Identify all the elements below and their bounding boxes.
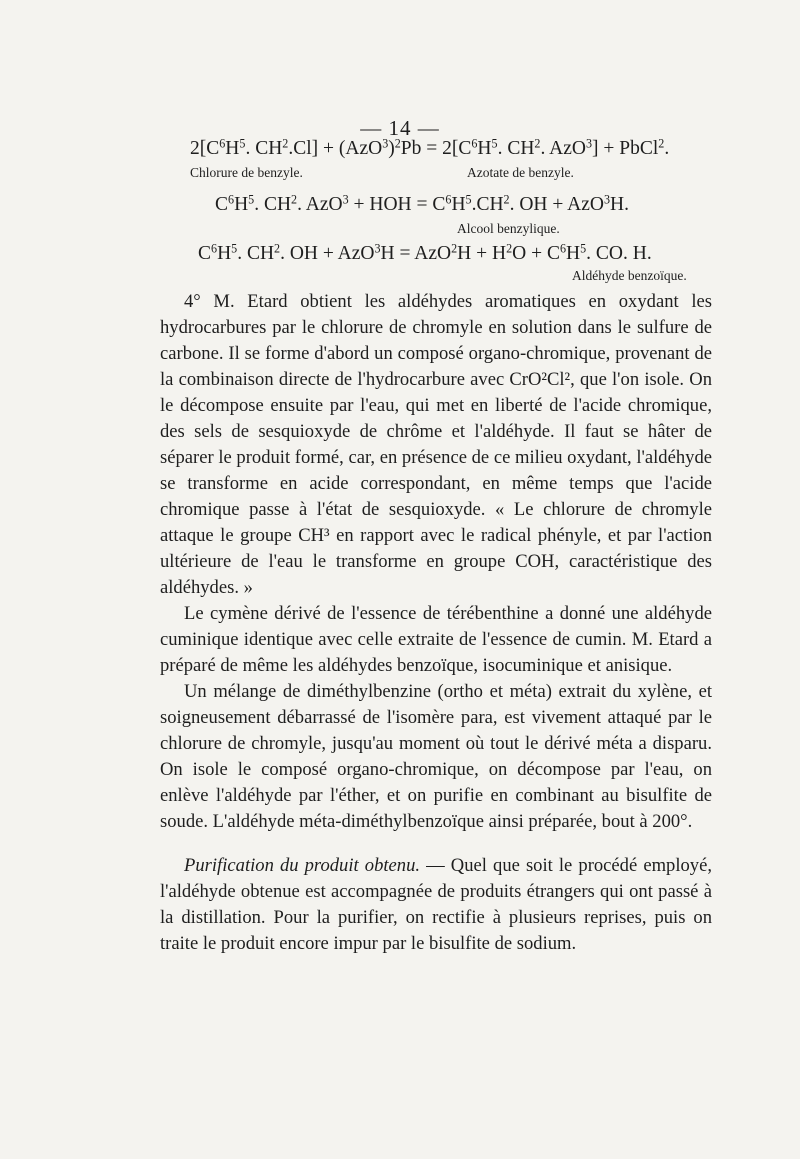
caption-aldehyde-benzoique: Aldéhyde benzoïque.: [572, 268, 687, 283]
paragraph-purification: [160, 853, 712, 957]
page-number: — 14 —: [360, 116, 440, 140]
equation-3: $C^6H^5$. $CH^2$. OH + $AzO^3H = AzO^2H + H^2O + C^6H^5$. CO. H.: [198, 241, 652, 264]
caption-alcool-benzylique: Alcool benzylique.: [457, 221, 560, 236]
paragraph-etard-method: 4° M. Etard obtient les aldéhydes aromatiques en oxydant les hydrocarbures par le chlorure de chromyle en solution dans le sulfure de carbone. Il se forme d'abord un composé organo-chromique, provenant de la combinaison directe de l'hydrocarbure avec CrO²Cl², que l'on isole. On le décompose ensuite par l'eau, qui met en liberté de l'acide chromique, des sels de sesquioxyde de chrôme et l'aldéhyde. Il faut se hâter de séparer le produit formé, car, en présence de ce milieu oxydant, l'aldéhyde se transforme en acide correspondant, en même temps que l'acide chromique passe à l'état de sesquioxyde. « Le chlorure de chromyle attaque le groupe CH³ en rapport avec le radical phényle, et par l'action ultérieure de l'eau le transforme en groupe COH, caractéristique des aldéhydes. »: [160, 291, 712, 598]
caption-azotate-benzyle: Azotate de benzyle.: [467, 165, 574, 180]
caption-chlorure-benzyle: Chlorure de benzyle.: [190, 165, 303, 180]
paragraph-dimethylbenzine: Un mélange de diméthylbenzine (ortho et méta) extrait du xylène, et soigneusement débarrassé de l'isomère para, est vivement attaqué par le chlorure de chromyle, jusqu'au moment où tout le dérivé méta a disparu. On isole le composé organo-chromique, on décompose par l'eau, on enlève l'aldéhyde par l'éther, et on purifie en combinant au bisulfite de soude. L'aldéhyde méta-diméthylbenzoïque ainsi préparée, bout à 200°.: [160, 681, 712, 832]
paragraph-cymene: Le cymène dérivé de l'essence de térébenthine a donné une aldéhyde cuminique identique avec celle extraite de l'essence de cumin. M. Etard a préparé de même les aldéhydes benzoïque, isocuminique et anisique.: [160, 603, 712, 676]
body-text: [160, 289, 712, 957]
purification-heading: Purification du produit obtenu.: [184, 855, 421, 876]
equation-2: $C^6H^5$. $CH^2$. AzO$^3$ + HOH = $C^6H^5.CH^2$. OH + AzO$^3$H.: [215, 192, 630, 215]
purification-text: — Quel que soit le procédé employé, l'aldéhyde obtenue est accompagnée de produits étrangers qui ont passé à la distillation. Pour la purifier, on rectifie à plusieurs reprises, puis on traite le produit encore impur par le bisulfite de sodium.: [160, 855, 712, 954]
equation-1: $2[C^6H^5$. $CH^2.Cl] + (AzO^3)^2Pb = 2[C^6H^5$. $CH^2$. AzO$^3$] + PbCl$^2$.: [190, 136, 670, 159]
